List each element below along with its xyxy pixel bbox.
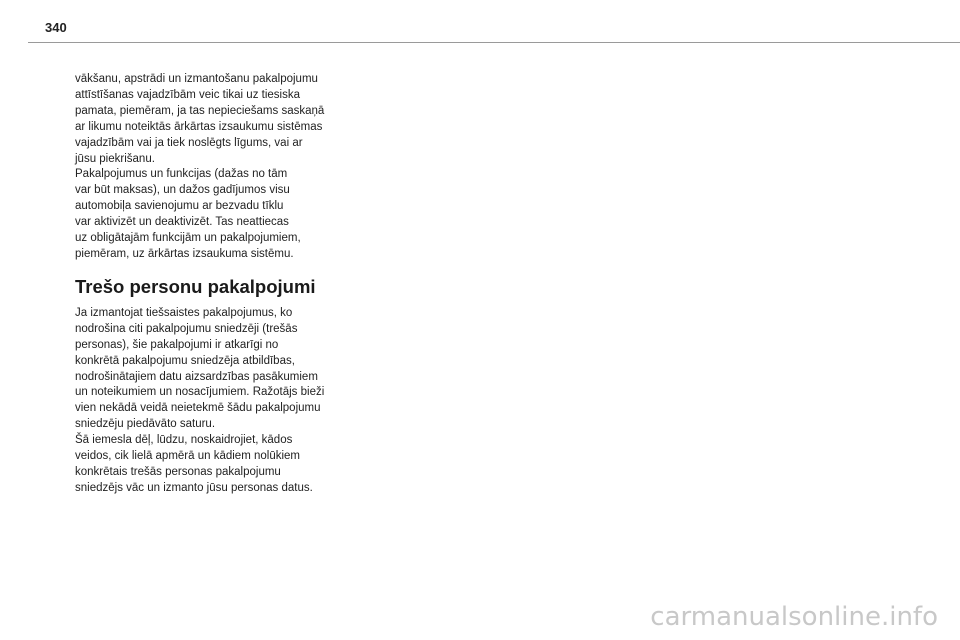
text-line: piemēram, uz ārkārtas izsaukuma sistēmu. — [75, 247, 294, 260]
text-line: Pakalpojumus un funkcijas (dažas no tām — [75, 168, 288, 181]
section-paragraph — [75, 306, 365, 497]
text-line: un noteikumiem un nosacījumiem. Ražotājs bieži — [75, 386, 325, 399]
document-content — [75, 72, 365, 497]
section-heading: Trešo personu pakalpojumi — [75, 275, 316, 297]
text-line: nodrošina citi pakalpojumu sniedzēji (trešās — [75, 322, 298, 335]
text-line: sniedzēju piedāvāto saturu. — [75, 418, 216, 431]
intro-paragraph — [75, 72, 365, 263]
watermark: carmanualsonline.info — [650, 602, 938, 632]
text-line: uz obligātajām funkcijām un pakalpojumiem, — [75, 232, 301, 245]
text-line: nodrošinātajiem datu aizsardzības pasākumiem — [75, 370, 318, 383]
text-line: konkrētā pakalpojumu sniedzēja atbildības, — [75, 354, 295, 367]
header-divider — [28, 42, 960, 43]
text-line: vajadzībām vai ja tiek noslēgts līgums, vai ar — [75, 136, 303, 149]
text-line: vien nekādā veidā neietekmē šādu pakalpojumu — [75, 402, 321, 415]
text-line: attīstīšanas vajadzībām veic tikai uz tiesiska — [75, 88, 300, 101]
text-line: var aktivizēt un deaktivizēt. Tas neattiecas — [75, 216, 289, 229]
text-line: vākšanu, apstrādi un izmantošanu pakalpojumu — [75, 73, 318, 85]
text-line: konkrētais trešās personas pakalpojumu — [75, 465, 281, 478]
page-number: 340 — [45, 20, 67, 35]
text-line: personas), šie pakalpojumi ir atkarīgi no — [75, 338, 279, 351]
text-line: ar likumu noteiktās ārkārtas izsaukumu sistēmas — [75, 120, 323, 133]
text-line: automobiļa savienojumu ar bezvadu tīklu — [75, 200, 284, 213]
text-line: veidos, cik lielā apmērā un kādiem nolūkiem — [75, 450, 300, 463]
text-line: sniedzējs vāc un izmanto jūsu personas datus. — [75, 481, 313, 494]
text-line: var būt maksas), un dažos gadījumos visu — [75, 184, 290, 197]
text-line: jūsu piekrišanu. — [75, 152, 155, 165]
text-line: Šā iemesla dēļ, lūdzu, noskaidrojiet, kādos — [75, 434, 293, 447]
text-line: Ja izmantojat tiešsaistes pakalpojumus, ko — [75, 306, 293, 319]
text-line: pamata, piemēram, ja tas nepieciešams saskaņā — [75, 104, 325, 117]
